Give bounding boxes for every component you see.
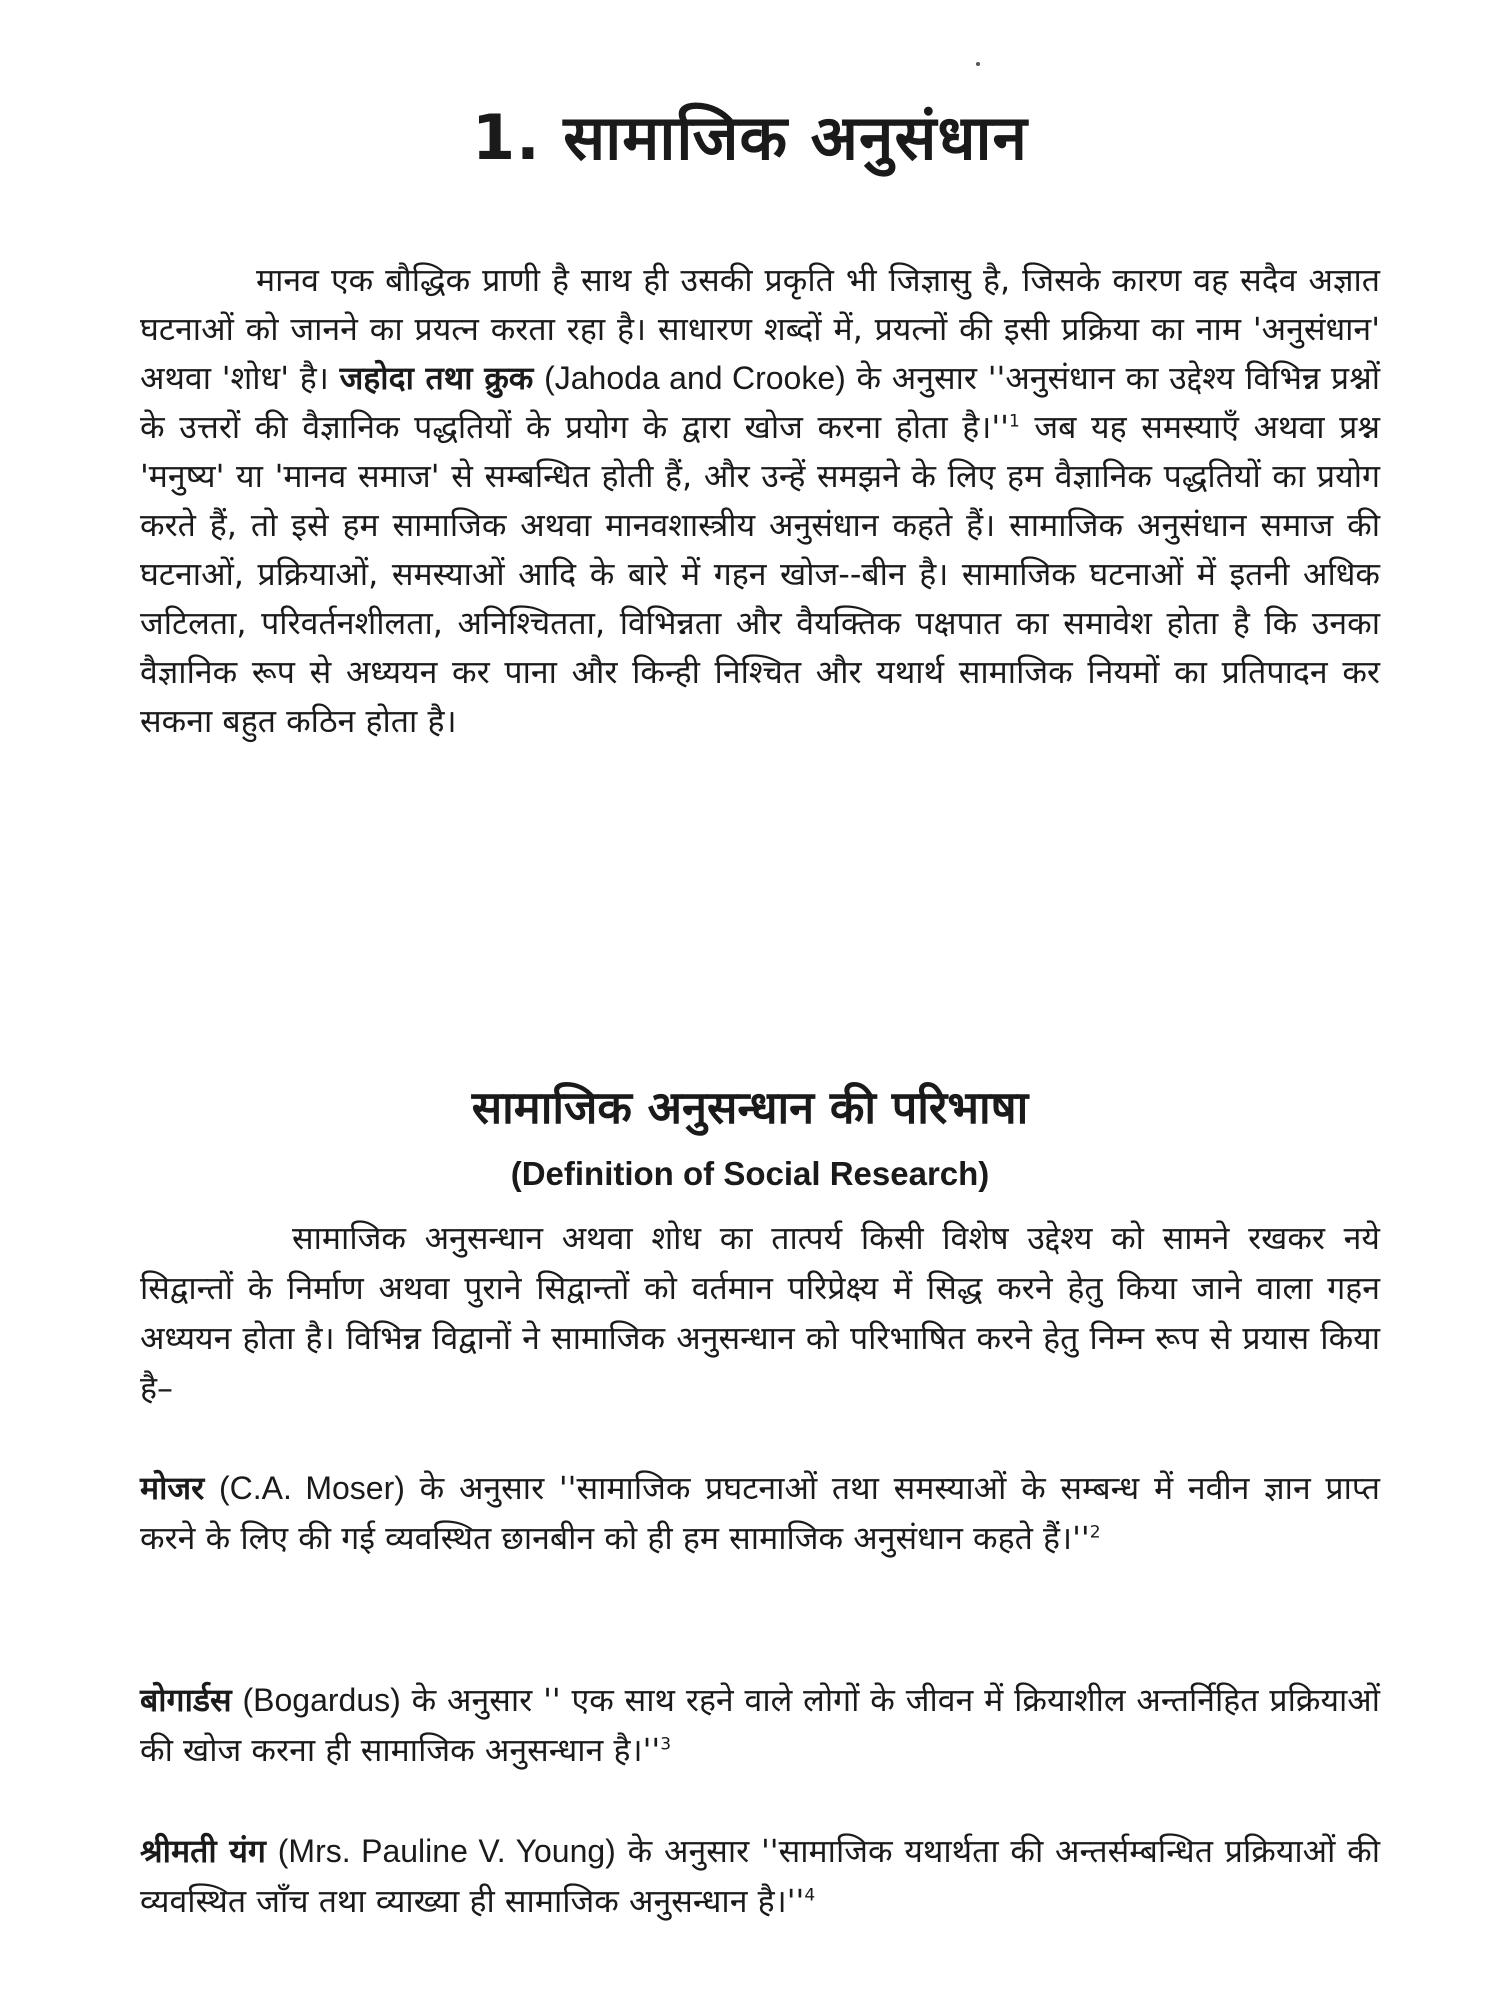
section-heading: सामाजिक अनुसन्धान की परिभाषा [471, 1081, 1029, 1134]
footnote-marker-4: 4 [804, 1885, 816, 1906]
intro-paragraph [140, 256, 1380, 746]
footnote-marker-3: 3 [660, 1734, 672, 1755]
bogardus-quote: के अनुसार '' एक साथ रहने वाले लोगों के जीवन में क्रियाशील अन्तर्निहित प्रक्रियाओं की खोज करना ही सामाजिक अनुसन्धान है।'' [140, 1681, 1380, 1769]
intro-text: मानव एक बौद्धिक प्राणी है साथ ही उसकी प्रकृति भी जिज्ञासु है, जिसके कारण वह सदैव अज्ञात घटनाओं को जानने का प्रयत्न करता रहा है। साधारण शब्दों में, प्रयत्नों की इसी प्रक्रिया का नाम 'अनुसंधान' अथवा 'शोध' है। [140, 261, 1380, 397]
intro-continuation: जब यह समस्याएँ अथवा प्रश्न 'मनुष्य' या 'मानव समाज' से सम्बन्धित होती हैं, और उन्हें समझने के लिए हम वैज्ञानिक पद्धतियों का प्रयोग करते हैं, तो इसे हम सामाजिक अथवा मानवशास्त्रीय अनुसंधान कहते हैं। सामाजिक अनुसंधान समाज की घटनाओं, प्रक्रियाओं, समस्याओं आदि के बारे में गहन खोज--बीन है। सामाजिक घटनाओं में इतनी अधिक जटिलता, परिवर्तनशीलता, अनिश्चितता, विभिन्नता और वैयक्तिक पक्षपात का समावेश होता है कि उनका वैज्ञानिक रूप से अध्ययन कर पाना और किन्ही निश्चित और यथार्थ सामाजिक नियमों का प्रतिपादन कर सकना बहुत कठिन होता है। [140, 408, 1381, 740]
footnote-marker-2: 2 [1089, 1522, 1101, 1543]
author-bogardus-hindi: बोगार्डस [140, 1681, 232, 1719]
author-young-hindi: श्रीमती यंग [140, 1832, 266, 1870]
scan-speck [976, 62, 980, 66]
author-moser-english: (C.A. Moser) [219, 1470, 405, 1506]
author-jahoda-hindi: जहोदा तथा क्रुक [339, 359, 534, 397]
definition-intro-paragraph: सामाजिक अनुसन्धान अथवा शोध का तात्पर्य किसी विशेष उद्देश्य को सामने रखकर नये सिद्वान्तों के निर्माण अथवा पुराने सिद्वान्तों को वर्तमान परिप्रेक्ष्य में सिद्ध करने हेतु किया जाने वाला गहन अध्ययन होता है। विभिन्न विद्वानों ने सामाजिक अनुसन्धान को परिभाषित करने हेतु निम्न रूप से प्रयास किया है– [140, 1219, 1380, 1407]
footnote-marker-1: 1 [1008, 411, 1020, 432]
definition-bogardus [140, 1675, 1380, 1775]
section-subheading: (Definition of Social Research) [510, 1155, 990, 1192]
author-jahoda-english: (Jahoda and Crooke) [544, 360, 846, 396]
moser-quote: के अनुसार ''सामाजिक प्रघटनाओं तथा समस्याओं के सम्बन्ध में नवीन ज्ञान प्राप्त करने के लिए की गई व्यवस्थित छानबीन को ही हम सामाजिक अनुसंधान कहते हैं।'' [140, 1469, 1381, 1557]
definition-moser [140, 1463, 1380, 1563]
jahoda-quote: के अनुसार ''अनुसंधान का उद्देश्य विभिन्न प्रश्नों के उत्तरों की वैज्ञानिक पद्धतियों के प्रयोग के द्वारा खोज करना होता है।'' [140, 359, 1381, 446]
author-bogardus-english: (Bogardus) [242, 1682, 401, 1718]
chapter-title: 1. सामाजिक अनुसंधान [472, 101, 1028, 174]
author-young-english: (Mrs. Pauline V. Young) [277, 1833, 616, 1869]
author-moser-hindi: मोजर [140, 1469, 205, 1507]
young-quote: के अनुसार ''सामाजिक यथार्थता की अन्तर्सम्बन्धित प्रक्रियाओं की व्यवस्थित जाँच तथा व्याख्या ही सामाजिक अनुसन्धान है।'' [140, 1832, 1381, 1920]
definition-young [140, 1826, 1380, 1926]
